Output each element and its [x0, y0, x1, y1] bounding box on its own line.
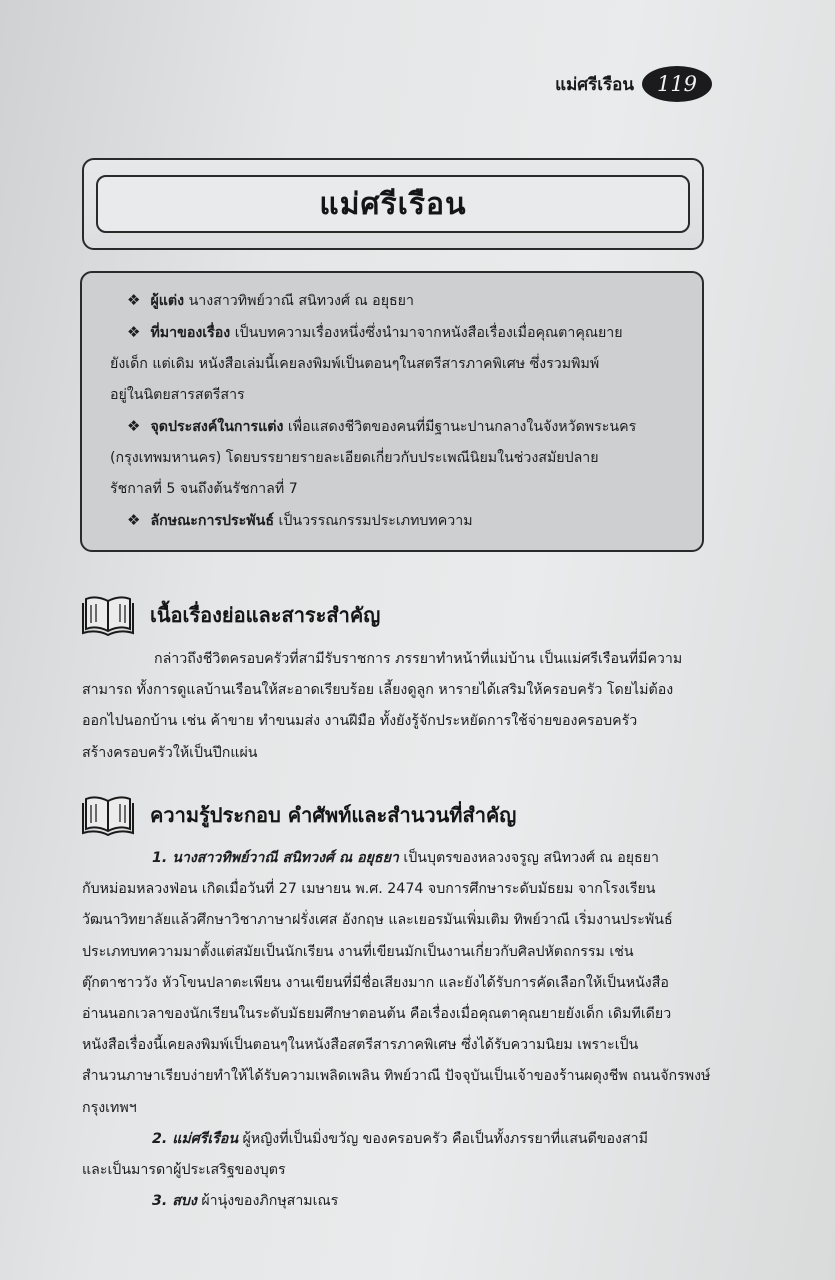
paragraph-line: วัฒนาวิทยาลัยแล้วศึกษาวิชาภาษาฝรั่งเศส อังกฤษ และเยอรมันเพิ่มเติม ทิพย์วาณี เริ่มงานประพันธ์ [82, 912, 673, 929]
paragraph-line: หนังสือเรื่องนี้เคยลงพิมพ์เป็นตอนๆในหนังสือสตรีสารภาคพิเศษ ซึ่งได้รับความนิยม เพราะเป็น [82, 1037, 639, 1054]
section-heading-vocabulary [82, 792, 516, 838]
section-heading-summary [82, 592, 380, 638]
page-number-badge: 119 [642, 66, 712, 102]
list-item-2: 2. แม่ศรีเรือน ผู้หญิงที่เป็นมิ่งขวัญ ของครอบครัว คือเป็นทั้งภรรยาที่แสนดีของสามี [152, 1130, 648, 1147]
paragraph-line: กล่าวถึงชีวิตครอบครัวที่สามีรับราชการ ภรรยาทำหน้าที่แม่บ้าน เป็นแม่ศรีเรือนที่มีความ [154, 651, 683, 667]
paragraph-line: กับหม่อมหลวงฟ่อน เกิดเมื่อวันที่ 27 เมษายน พ.ศ. 2474 จบการศึกษาระดับมัธยม จากโรงเรียน [82, 881, 656, 898]
paragraph-line: ประเภทบทความมาตั้งแต่สมัยเป็นนักเรียน งานที่เขียนมักเป็นงานเกี่ยวกับศิลปหัตถกรรม เช่น [82, 943, 634, 960]
diamond-bullet-icon: ❖ [127, 291, 141, 309]
diamond-bullet-icon: ❖ [127, 323, 141, 341]
info-origin-cont: อยู่ในนิตยสารสตรีสาร [110, 387, 245, 403]
open-book-icon [82, 793, 134, 837]
info-purpose-cont: (กรุงเทพมหานคร) โดยบรรยายรายละเอียดเกี่ยวกับประเพณีนิยมในช่วงสมัยปลาย [110, 450, 599, 466]
running-header [532, 66, 712, 102]
list-item-3: 3. สบง ผ้านุ่งของภิกษุสามเณร [152, 1193, 339, 1210]
info-style: ❖ ลักษณะการประพันธ์ เป็นวรรณกรรมประเภทบทความ [127, 511, 473, 529]
list-item-1: 1. นางสาวทิพย์วาณี สนิทวงศ์ ณ อยุธยา เป็นบุตรของหลวงจรูญ สนิทวงศ์ ณ อยุธยา [152, 850, 659, 866]
paragraph-line: สำนวนภาษาเรียบง่ายทำให้ได้รับความเพลิดเพลิน ทิพย์วาณี ปัจจุบันเป็นเจ้าของร้านผดุงชีพ ถนนจักรพงษ์ [82, 1068, 711, 1085]
open-book-icon [82, 593, 134, 637]
vocabulary-body [82, 843, 712, 1217]
info-origin-cont: ยังเด็ก แต่เดิม หนังสือเล่มนี้เคยลงพิมพ์เป็นตอนๆในสตรีสารภาคพิเศษ ซึ่งรวมพิมพ์ [110, 356, 600, 372]
section-title: เนื้อเรื่องย่อและสาระสำคัญ [150, 603, 381, 627]
paragraph-line: สร้างครอบครัวให้เป็นปึกแผ่น [82, 744, 258, 761]
paragraph-line: ออกไปนอกบ้าน เช่น ค้าขาย ทำขนมส่ง งานฝีมือ ทั้งยังรู้จักประหยัดการใช้จ่ายของครอบครัว [82, 713, 638, 730]
chapter-title: แม่ศรีเรือน [319, 186, 467, 222]
info-origin: ❖ ที่มาของเรื่อง เป็นบทความเรื่องหนึ่งซึ่งนำมาจากหนังสือเรื่องเมื่อคุณตาคุณยาย [127, 323, 623, 341]
paragraph-line: กรุงเทพฯ [82, 1099, 137, 1116]
chapter-title-frame [82, 158, 704, 250]
paragraph-line: อ่านนอกเวลาของนักเรียนในระดับมัธยมศึกษาตอนต้น คือเรื่องเมื่อคุณตาคุณยายยังเด็ก เดิมทีเดียว [82, 1006, 672, 1023]
info-purpose-cont: รัชกาลที่ 5 จนถึงต้นรัชกาลที่ 7 [110, 481, 298, 497]
paragraph-line: สามารถ ทั้งการดูแลบ้านเรือนให้สะอาดเรียบร้อย เลี้ยงดูลูก หารายได้เสริมให้ครอบครัว โดยไม่ต้อง [82, 682, 674, 699]
info-author: ❖ ผู้แต่ง นางสาวทิพย์วาณี สนิทวงศ์ ณ อยุธยา [127, 291, 414, 309]
diamond-bullet-icon: ❖ [127, 417, 141, 435]
summary-body [82, 644, 712, 769]
diamond-bullet-icon: ❖ [127, 511, 141, 529]
info-purpose: ❖ จุดประสงค์ในการแต่ง เพื่อแสดงชีวิตของคนที่มีฐานะปานกลางในจังหวัดพระนคร [127, 417, 637, 435]
summary-info-box [80, 271, 704, 552]
paragraph-line: ตุ๊กตาชาววัง หัวโขนปลาตะเพียน งานเขียนที่มีชื่อเสียงมาก และยังได้รับการคัดเลือกให้เป็นหนังสือ [82, 974, 669, 991]
chapter-title-inner-frame [96, 175, 690, 233]
running-title: แม่ศรีเรือน [555, 74, 634, 95]
section-title: ความรู้ประกอบ คำศัพท์และสำนวนที่สำคัญ [150, 803, 517, 827]
paragraph-line: และเป็นมารดาผู้ประเสริฐของบุตร [82, 1162, 286, 1179]
